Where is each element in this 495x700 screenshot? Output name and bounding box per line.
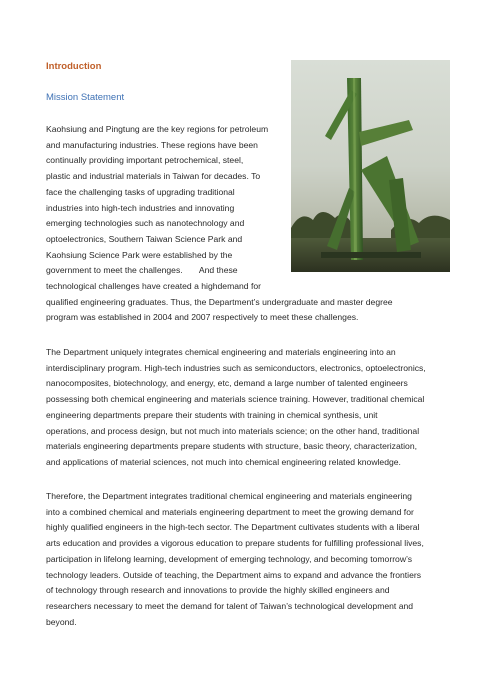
text-line: and manufacturing industries. These regions have been (46, 139, 258, 150)
text-line: Kaohsiung Science Park were established by the (46, 249, 233, 260)
text-line: Kaohsiung and Pingtung are the key regions for petroleum (46, 124, 269, 134)
paragraph-department-goals (46, 489, 456, 630)
text-line: program was established in 2004 and 2007 respectively to meet these challenges. (46, 312, 359, 323)
text-line: into a combined chemical and materials engineering department to meet the growing demand for (46, 506, 414, 517)
text-line: operations, and process design, but not much into materials science; on the other hand, traditional (46, 425, 420, 436)
text-line: participation in lifelong learning, development of emerging technology, and becoming tomorrow’s (46, 553, 413, 564)
text-line: optoelectronics, Southern Taiwan Science Park and (46, 233, 243, 244)
mission-statement-subheading: Mission Statement (46, 92, 125, 103)
text-line: plastic and industrial materials in Taiwan for decades. To (46, 171, 261, 182)
text-line: arts education and provides a vigorous education to prepare students for fulfilling professional lives, (46, 538, 424, 549)
text-line: of technology through research and innovations to provide the highly skilled engineers and (46, 585, 390, 596)
text-line: government to meet the challenges. And these (46, 265, 238, 276)
text-line: materials engineering departments prepare students with structure, basic theory, characterization, (46, 441, 417, 452)
text-line: and applications of material sciences, not much into chemical engineering related knowledge. (46, 456, 401, 467)
text-line: researchers necessary to meet the demand for talent of Taiwan’s technological development and (46, 600, 414, 611)
text-line: Therefore, the Department integrates traditional chemical engineering and materials engineering (46, 491, 412, 501)
text-line: highly qualified engineers in the high-tech sector. The Department cultivates students with a liberal (46, 522, 420, 533)
text-line: The Department uniquely integrates chemical engineering and materials engineering into an (46, 347, 396, 357)
section-heading: Introduction (46, 61, 102, 72)
text-line: face the challenging tasks of upgrading traditional (46, 186, 235, 197)
paragraph-interdisciplinary-program (46, 345, 456, 471)
text-line: beyond. (46, 616, 77, 627)
text-line: engineering departments prepare their students with training in chemical synthesis, unit (46, 409, 378, 420)
text-line: industries into high-tech industries and innovating (46, 202, 235, 213)
text-line: interdisciplinary program. High-tech industries such as semiconductors, electronics, optoelectronics, (46, 362, 426, 373)
text-line: technology leaders. Outside of teaching, the Department aims to expand and advance the frontiers (46, 569, 422, 580)
text-line: qualified engineering graduates. Thus, the Department’s undergraduate and master degree (46, 296, 393, 307)
text-line: possessing both chemical engineering and materials science training. However, traditional chemical (46, 394, 425, 405)
text-line: emerging technologies such as nanotechnology and (46, 218, 245, 229)
text-line: technological challenges have created a highdemand for (46, 281, 261, 292)
text-line: continually providing important petrochemical, steel, (46, 155, 244, 166)
text-line: nanocomposites, biotechnology, and energy, etc, demand a large number of talented engineers (46, 378, 408, 389)
paragraph-region-context (46, 122, 456, 326)
